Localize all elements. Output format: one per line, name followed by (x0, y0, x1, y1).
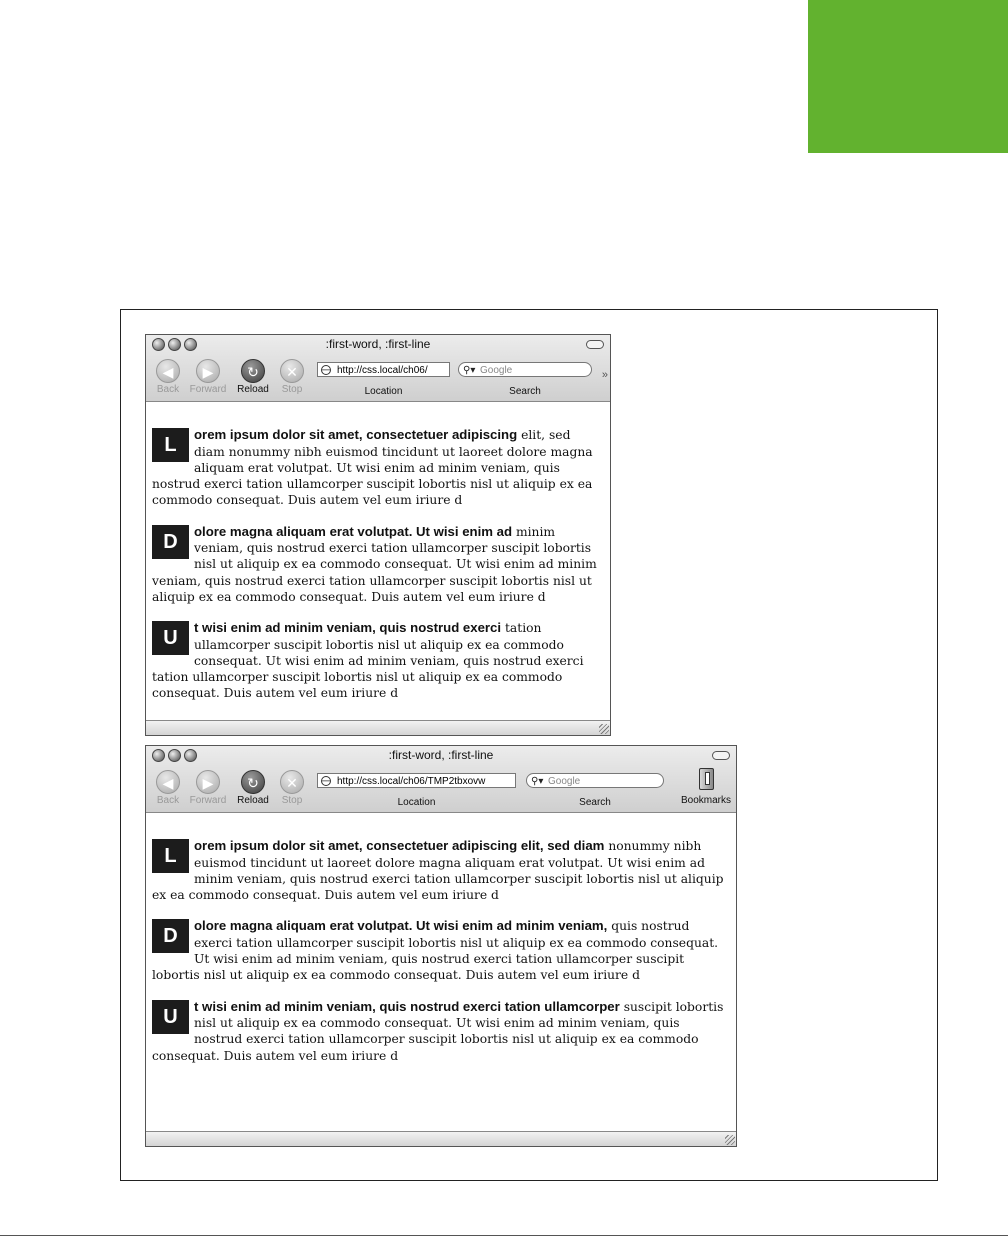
status-bar (146, 1131, 736, 1146)
forward-label: Forward (189, 795, 227, 806)
reload-button[interactable] (231, 768, 275, 806)
paragraph-text: tation ullamcorper suscipit lobortis nisl ut aliquip ex ea commodo consequat. Ut wisi enim ad minim veniam, quis nostrud exerci tation ullamcorper suscipit lobortis nisl ut aliquip ex ea commodo consequat. Duis autem vel eum iriure d (152, 621, 584, 701)
forward-arrow-icon: ▶ (196, 770, 220, 794)
overflow-chevron-icon[interactable]: » (601, 369, 608, 381)
first-line-text: orem ipsum dolor sit amet, consectetuer adipiscing elit, sed diam (194, 838, 605, 854)
paragraph-text: elit, sed diam nonummy nibh euismod tincidunt ut laoreet dolore magna aliquam erat volutpat. Ut wisi enim ad minim veniam, quis nostrud exerci tation ullamcorper suscipit lobortis nisl ut aliquip ex ea commodo consequat. Duis autem vel eum iriure d (152, 428, 593, 508)
first-line-text: olore magna aliquam erat volutpat. Ut wisi enim ad (194, 523, 513, 539)
magnifier-icon: ⚲▾ (463, 365, 476, 376)
title-bar[interactable] (146, 746, 736, 766)
search-placeholder: Google (548, 776, 581, 787)
paragraph-text: minim veniam, quis nostrud exerci tation ullamcorper suscipit lobortis nisl ut aliquip ex ea commodo consequat. Ut wisi enim ad minim veniam, quis nostrud exerci tation ullamcorper suscipit lobortis nisl ut aliquip ex ea commodo consequat. Duis autem vel eum iriure d (152, 524, 597, 604)
book-icon (699, 768, 714, 790)
drop-cap: D (152, 525, 189, 559)
forward-button[interactable] (186, 357, 230, 395)
first-line-text: t wisi enim ad minim veniam, quis nostrud exerci (194, 620, 502, 636)
bookmarks-label: Bookmarks (680, 795, 731, 806)
resize-grip-icon[interactable] (599, 724, 609, 734)
forward-button[interactable] (186, 768, 230, 806)
drop-cap: D (152, 919, 189, 953)
page-bottom-rule (0, 1235, 1008, 1236)
page-content (152, 415, 604, 717)
stop-button[interactable] (270, 768, 314, 806)
stop-label: Stop (281, 795, 303, 806)
location-caption: Location (397, 797, 436, 808)
browser-toolbar (146, 768, 736, 812)
back-arrow-icon: ◀ (156, 359, 180, 383)
drop-cap: L (152, 839, 189, 873)
resize-grip-icon[interactable] (725, 1135, 735, 1145)
first-line-text: t wisi enim ad minim veniam, quis nostrud exerci tation ullamcorper (194, 998, 620, 1014)
paragraph (152, 838, 730, 903)
reload-label: Reload (237, 384, 269, 395)
browser-window-small (145, 334, 611, 736)
url-field[interactable] (317, 362, 450, 377)
search-caption: Search (579, 797, 611, 808)
stop-x-icon: ✕ (280, 770, 304, 794)
paragraph-text: suscipit lobortis nisl ut aliquip ex ea commodo consequat. Ut wisi enim ad minim veniam, quis nostrud exerci tation ullamcorper suscipit lobortis nisl ut aliquip ex ea commodo consequat. Duis autem vel eum iriure d (152, 999, 724, 1063)
reload-label: Reload (237, 795, 269, 806)
magnifier-icon: ⚲▾ (531, 776, 544, 787)
url-text: http://css.local/ch06/ (337, 365, 428, 376)
back-button[interactable] (146, 768, 190, 806)
browser-toolbar (146, 357, 610, 401)
drop-cap: L (152, 428, 189, 462)
globe-icon (321, 776, 331, 786)
drop-cap: U (152, 1000, 189, 1034)
window-title: :first-word, :first-line (388, 748, 494, 762)
first-line-text: olore magna aliquam erat volutpat. Ut wisi enim ad minim veniam, (194, 918, 608, 934)
search-field[interactable] (458, 362, 592, 377)
drop-cap: U (152, 621, 189, 655)
paragraph-text: quis nostrud exerci tation ullamcorper suscipit lobortis nisl ut aliquip ex ea commodo consequat. Ut wisi enim ad minim veniam, quis nostrud exerci tation ullamcorper suscipit lobortis nisl ut aliquip ex ea commodo consequat. Duis autem vel eum iriure d (152, 919, 719, 983)
back-label: Back (156, 795, 180, 806)
url-text: http://css.local/ch06/TMP2tbxovw (337, 776, 486, 787)
forward-arrow-icon: ▶ (196, 359, 220, 383)
status-bar (146, 720, 610, 735)
globe-icon (321, 365, 331, 375)
paragraph (152, 620, 604, 701)
search-caption: Search (509, 386, 541, 397)
paragraph (152, 427, 604, 508)
reload-button[interactable] (231, 357, 275, 395)
stop-label: Stop (281, 384, 303, 395)
forward-label: Forward (189, 384, 227, 395)
paragraph (152, 918, 730, 983)
stop-button[interactable] (270, 357, 314, 395)
page-content (152, 826, 730, 1079)
search-field[interactable] (526, 773, 664, 788)
paragraph-text: nonummy nibh euismod tincidunt ut laoreet dolore magna aliquam erat volutpat. Ut wisi enim ad minim veniam, quis nostrud exerci tation ullamcorper suscipit lobortis nisl ut aliquip ex ea commodo consequat. Duis autem vel eum iriure d (152, 839, 724, 903)
back-label: Back (156, 384, 180, 395)
back-arrow-icon: ◀ (156, 770, 180, 794)
first-line-text: orem ipsum dolor sit amet, consectetuer adipiscing (194, 427, 518, 443)
back-button[interactable] (146, 357, 190, 395)
location-caption: Location (364, 386, 403, 397)
toolbar-toggle-button[interactable] (712, 751, 730, 760)
title-bar[interactable] (146, 335, 610, 355)
browser-window-large (145, 745, 737, 1147)
search-placeholder: Google (480, 365, 513, 376)
bookmarks-button[interactable] (678, 768, 734, 806)
toolbar-toggle-button[interactable] (586, 340, 604, 349)
reload-icon: ↻ (241, 359, 265, 383)
window-chrome (146, 746, 736, 813)
paragraph (152, 999, 730, 1064)
stop-x-icon: ✕ (280, 359, 304, 383)
window-title: :first-word, :first-line (325, 337, 431, 351)
url-field[interactable] (317, 773, 516, 788)
window-chrome (146, 335, 610, 402)
reload-icon: ↻ (241, 770, 265, 794)
chapter-tab (808, 0, 1008, 153)
paragraph (152, 524, 604, 605)
